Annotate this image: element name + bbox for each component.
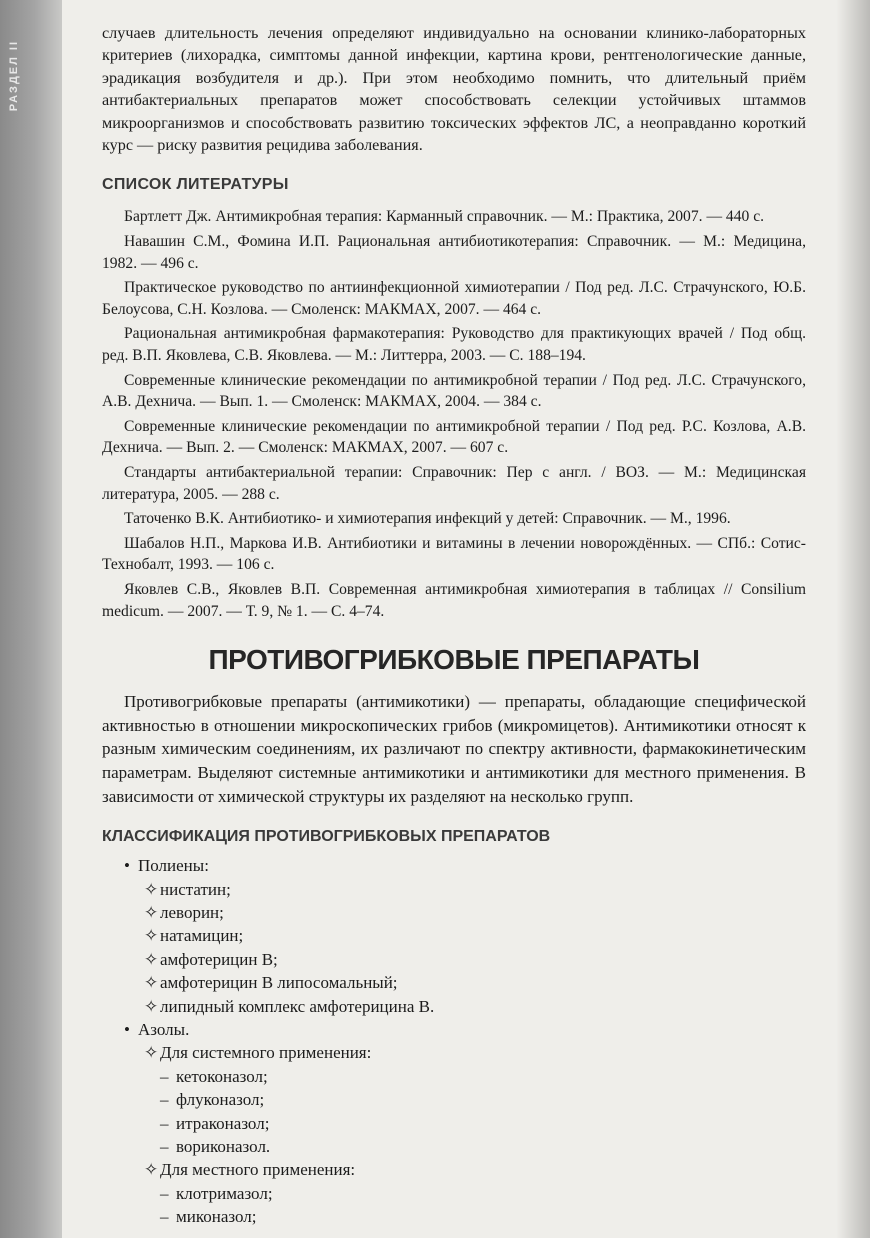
- list-item-label: вориконазол.: [176, 1136, 271, 1156]
- list-item-systemic: [102, 1041, 806, 1064]
- reference-item: Практическое руководство по антиинфекционной химиотерапии / Под ред. Л.С. Страчунского, Ю.Б. Белоусова, С.Н. Козлова. — Смоленск: МАКМАХ, 2007. — 464 с.: [102, 279, 806, 318]
- list-item-label: амфотерицин В;: [160, 949, 278, 969]
- list-item-label: кетоконазол;: [176, 1066, 268, 1086]
- page-edge-shadow: [836, 0, 870, 1238]
- diamond-marker: ✧: [144, 926, 159, 946]
- list-item-label: клотримазол;: [176, 1183, 273, 1203]
- list-item-label: амфотерицин В липосомальный;: [160, 973, 398, 993]
- dash-marker: –: [160, 1066, 169, 1086]
- list-item: [102, 901, 806, 924]
- diamond-marker: ✧: [144, 879, 159, 899]
- list-item: [102, 948, 806, 971]
- reference-item: Шабалов Н.П., Маркова И.В. Антибиотики и витамины в лечении новорождённых. — СПб.: Сотис-Технобалт, 1993. — 106 с.: [102, 534, 806, 574]
- list-item-label: итраконазол;: [176, 1113, 270, 1133]
- bullet-marker: •: [124, 856, 130, 876]
- reference-item: Бартлетт Дж. Антимикробная терапия: Карманный справочник. — М.: Практика, 2007. — 440 с.: [124, 208, 765, 226]
- side-tab-label: РАЗДЕЛ II: [8, 40, 20, 112]
- continuation-paragraph: случаев длительность лечения определяют индивидуально на основании клинико-лабораторных критериев (лихорадка, симптомы данной инфекции, картина крови, рентгенологические данные, эрадикация возбудителя и др.). При этом необходимо помнить, что длительный приём антибактериальных препаратов может способствовать селекции устойчивых штаммов микроорганизмов и способствовать развитию токсических эффектов ЛС, а неоправданно короткий курс — риску развития рецидива заболевания.: [102, 24, 806, 155]
- list-item-label: Азолы.: [138, 1019, 190, 1039]
- list-item: [102, 995, 806, 1018]
- list-item: [102, 1182, 806, 1205]
- list-item-label: липидный комплекс амфотерицина В.: [160, 996, 435, 1016]
- list-item-label: натамицин;: [160, 926, 244, 946]
- bullet-marker: •: [124, 1019, 130, 1039]
- list-item: [102, 1088, 806, 1111]
- list-item-label: Для местного применения:: [160, 1160, 356, 1180]
- dash-marker: –: [160, 1207, 169, 1227]
- classification-heading: КЛАССИФИКАЦИЯ ПРОТИВОГРИБКОВЫХ ПРЕПАРАТОВ: [102, 828, 551, 846]
- list-item-label: нистатин;: [160, 879, 231, 899]
- section-side-tab: [0, 0, 62, 1238]
- chapter-title: ПРОТИВОГРИБКОВЫЕ ПРЕПАРАТЫ: [208, 644, 700, 676]
- reference-item: Навашин С.М., Фомина И.П. Рациональная антибиотикотерапия: Справочник. — М.: Медицина, 1982. — 496 с.: [102, 233, 806, 272]
- diamond-marker: ✧: [144, 973, 159, 993]
- reference-item: Яковлев С.В., Яковлев В.П. Современная антимикробная химиотерапия в таблицах // Consilium medicum. — 2007. — Т. 9, № 1. — С. 4–74.: [102, 580, 806, 620]
- list-item-label: Полиены:: [138, 856, 209, 876]
- reference-item: Современные клинические рекомендации по антимикробной терапии / Под ред. Л.С. Страчунского, А.В. Дехнича. — Вып. 1. — Смоленск: МАКМАХ, 2004. — 384 с.: [102, 371, 806, 411]
- list-item: [102, 1135, 806, 1158]
- dash-marker: –: [160, 1183, 169, 1203]
- list-item: [102, 878, 806, 901]
- list-item-label: флуконазол;: [176, 1090, 265, 1110]
- list-item: [102, 1065, 806, 1088]
- reference-item: Таточенко В.К. Антибиотико- и химиотерапия инфекций у детей: Справочник. — М., 1996.: [124, 510, 731, 528]
- list-item: [102, 924, 806, 947]
- list-item-azoles: [102, 1018, 806, 1041]
- diamond-marker: ✧: [144, 949, 159, 969]
- classification-list: [102, 854, 806, 1229]
- page-content: [102, 22, 806, 1229]
- diamond-marker: ✧: [144, 1043, 159, 1063]
- dash-marker: –: [160, 1113, 169, 1133]
- reference-item: Современные клинические рекомендации по антимикробной терапии / Под ред. Р.С. Козлова, А.В. Дехнича. — Вып. 2. — Смоленск: МАКМАХ, 2007. — 607 с.: [102, 417, 806, 457]
- diamond-marker: ✧: [144, 1160, 159, 1180]
- diamond-marker: ✧: [144, 996, 159, 1016]
- list-item-polyenes: [102, 854, 806, 877]
- dash-marker: –: [160, 1090, 169, 1110]
- intro-paragraph: Противогрибковые препараты (антимикотики) — препараты, обладающие специфической активностью в отношении микроскопических грибов (микромицетов). Антимикотики относят к разным химическим соединениям, их различают по спектру активности, фармакокинетическим параметрам. Выделяют системные антимикотики и антимикотики для местного применения. В зависимости от химической структуры их разделяют на несколько групп.: [102, 692, 806, 806]
- list-item-label: леворин;: [160, 902, 224, 922]
- dash-marker: –: [160, 1136, 169, 1156]
- reference-item: Рациональная антимикробная фармакотерапия: Руководство для практикующих врачей / Под общ. ред. В.П. Яковлева, С.В. Яковлева. — М.: Литтерра, 2003. — С. 188–194.: [102, 325, 806, 364]
- list-item: [102, 1112, 806, 1135]
- list-item-local: [102, 1158, 806, 1181]
- list-item-label: миконазол;: [176, 1207, 257, 1227]
- diamond-marker: ✧: [144, 902, 159, 922]
- references-heading: СПИСОК ЛИТЕРАТУРЫ: [102, 176, 289, 194]
- list-item: [102, 971, 806, 994]
- list-item-label: Для системного применения:: [160, 1043, 372, 1063]
- list-item: [102, 1205, 806, 1228]
- references-list: [102, 206, 806, 622]
- reference-item: Стандарты антибактериальной терапии: Справочник: Пер с англ. / ВОЗ. — М.: Медицинская литература, 2005. — 288 с.: [102, 463, 806, 503]
